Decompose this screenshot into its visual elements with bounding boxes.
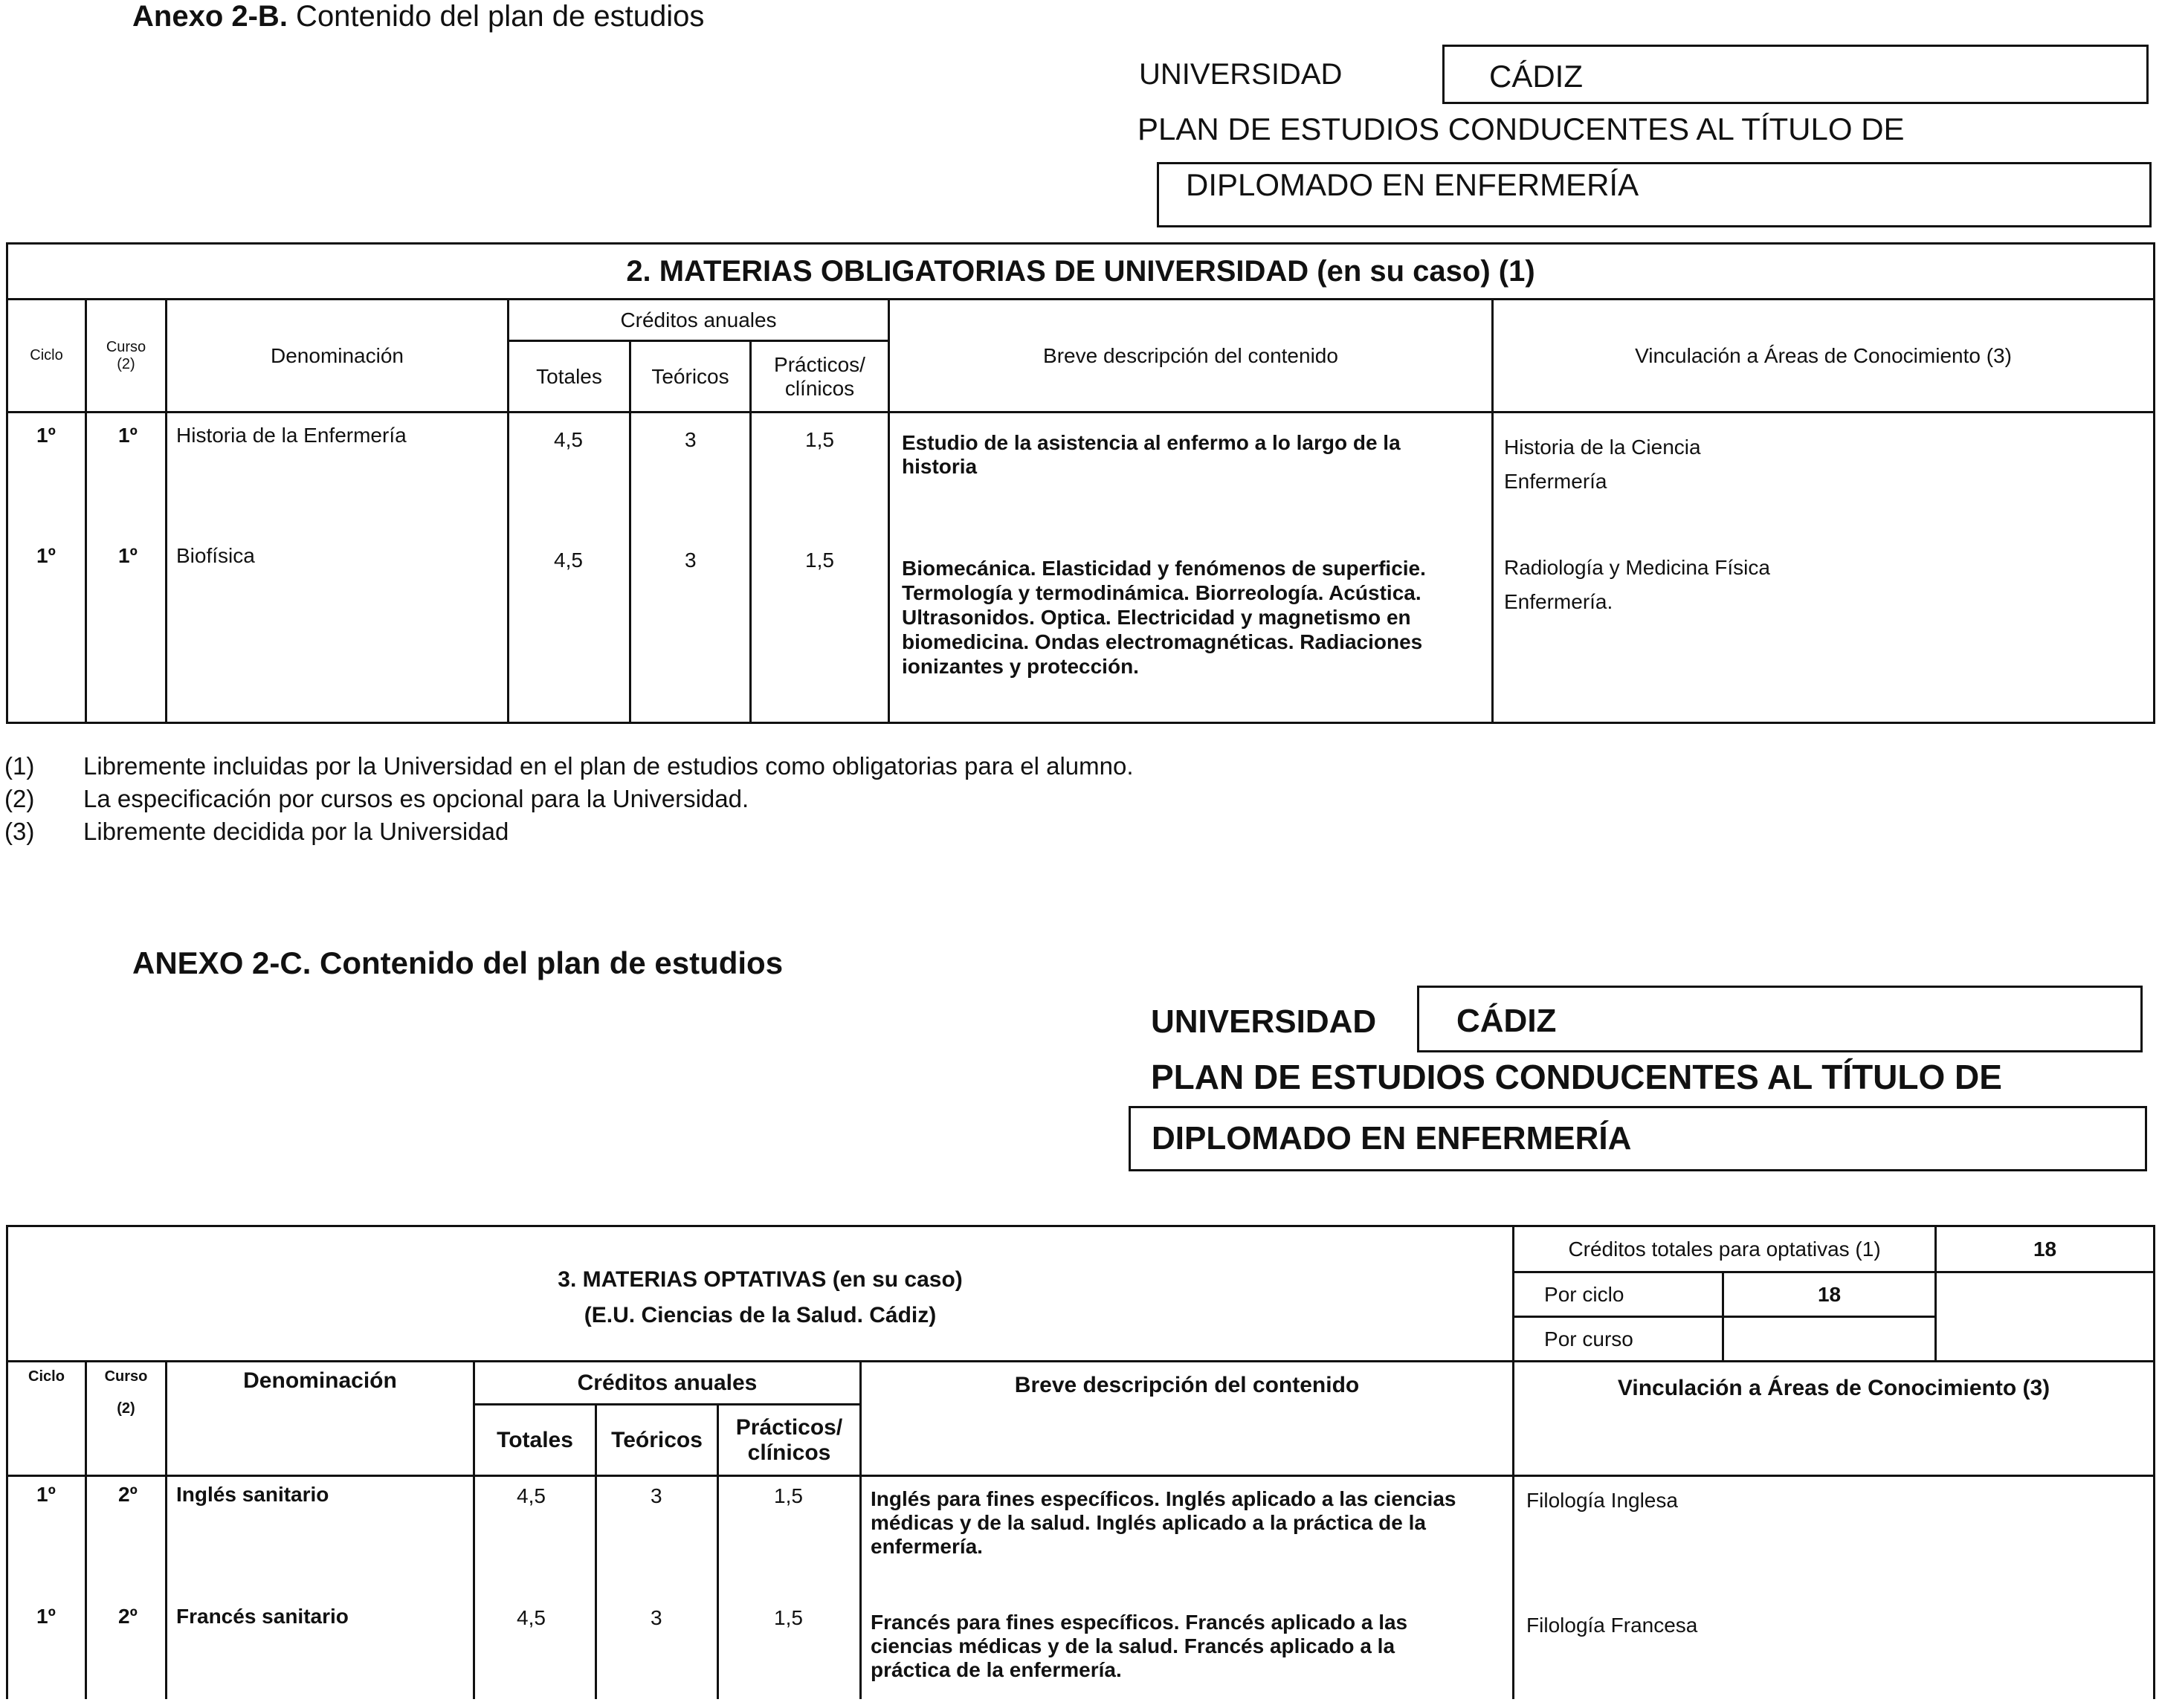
plan-label: PLAN DE ESTUDIOS CONDUCENTES AL TÍTULO DE	[1137, 111, 1905, 146]
header-totales-3: Totales	[474, 1405, 596, 1476]
footnote-3: (3) Libremente decidida por la Universidad	[4, 818, 509, 845]
header-descripcion-3: Breve descripción del contenido	[861, 1362, 1514, 1476]
titulo-box-c	[1129, 1106, 2147, 1171]
header-curso: Curso (2)	[86, 300, 167, 413]
creditos-totales-label: Créditos totales para optativas (1)	[1514, 1226, 1936, 1272]
header-vinculacion: Vinculación a Áreas de Conocimiento (3)	[1493, 300, 2155, 413]
plan-label-c: PLAN DE ESTUDIOS CONDUCENTES AL TÍTULO DE	[1151, 1058, 2002, 1096]
header-practicos-3: Prácticos/ clínicos	[718, 1405, 861, 1476]
header-descripcion: Breve descripción del contenido	[889, 300, 1493, 413]
header-vinculacion-3: Vinculación a Áreas de Conocimiento (3)	[1514, 1362, 2155, 1476]
col-curso: 1º 1º	[86, 413, 167, 723]
col-descripcion: Estudio de la asistencia al enfermo a lo largo de la historia Biomecánica. Elasticidad y fenómenos de superficie. Termología y termodinámica. Biorreología. Acústica. Ultrasonidos. Optica. Electricidad y magnetismo en biomedicina. Ondas electromagnéticas. Radiaciones ionizantes y protección.	[889, 413, 1493, 723]
universidad-box-c	[1417, 986, 2143, 1052]
header-totales: Totales	[509, 341, 630, 413]
empty-cell	[1936, 1272, 2155, 1362]
col-totales: 4,5 4,5	[509, 413, 630, 723]
universidad-value: CÁDIZ	[1489, 59, 1583, 94]
col-practicos-3: 1,5 1,5	[718, 1476, 861, 1699]
col-denominacion-3: Inglés sanitario Francés sanitario	[167, 1476, 474, 1699]
col-ciclo-3: 1º 1º	[7, 1476, 86, 1699]
footnote-1: (1) Libremente incluidas por la Universidad en el plan de estudios como obligatorias para el alumno.	[4, 752, 1134, 780]
col-curso-3: 2º 2º	[86, 1476, 167, 1699]
col-teoricos: 3 3	[630, 413, 751, 723]
universidad-box	[1442, 45, 2149, 104]
creditos-totales-value: 18	[1936, 1226, 2155, 1272]
optativas-subtitle: (E.U. Ciencias de la Salud. Cádiz)	[584, 1303, 937, 1327]
universidad-label-c: UNIVERSIDAD	[1151, 1003, 1377, 1040]
header-teoricos-3: Teóricos	[596, 1405, 718, 1476]
universidad-label: UNIVERSIDAD	[1139, 58, 1343, 91]
optativas-title: 3. MATERIAS OPTATIVAS (en su caso)	[558, 1267, 963, 1292]
optativas-title-cell	[7, 1226, 1514, 1362]
header-creditos-anuales: Créditos anuales	[509, 300, 889, 341]
header-ciclo-3: Ciclo	[7, 1362, 86, 1476]
col-teoricos-3: 3 3	[596, 1476, 718, 1699]
universidad-value-c: CÁDIZ	[1456, 1003, 1557, 1039]
header-curso-3: Curso (2)	[86, 1362, 167, 1476]
col-vinculacion-3: Filología Inglesa Filología Francesa	[1514, 1476, 2155, 1699]
header-creditos-anuales-3: Créditos anuales	[474, 1362, 861, 1405]
annex-b-heading: Anexo 2-B. Contenido del plan de estudios	[132, 0, 705, 33]
footnote-2: (2) La especificación por cursos es opcional para la Universidad.	[4, 785, 749, 812]
col-totales-3: 4,5 4,5	[474, 1476, 596, 1699]
table-row	[7, 413, 2155, 723]
titulo-box	[1157, 162, 2152, 227]
table-row	[7, 1476, 2155, 1699]
col-descripcion-3: Inglés para fines específicos. Inglés aplicado a las ciencias médicas y de la salud. Inglés aplicado a la práctica de la enfermería. Francés para fines específicos. Francés aplicado a las ciencias médicas y de la salud. Francés aplicado a la práctica de la enfermería.	[861, 1476, 1514, 1699]
col-vinculacion: Historia de la Ciencia Enfermería Radiología y Medicina Física Enfermería.	[1493, 413, 2155, 723]
por-curso-label: Por curso	[1514, 1317, 1723, 1362]
header-teoricos: Teóricos	[630, 341, 751, 413]
col-ciclo: 1º 1º	[7, 413, 86, 723]
col-practicos: 1,5 1,5	[751, 413, 889, 723]
por-ciclo-label: Por ciclo	[1514, 1272, 1723, 1317]
header-ciclo: Ciclo	[7, 300, 86, 413]
por-ciclo-value: 18	[1723, 1272, 1936, 1317]
header-practicos: Prácticos/ clínicos	[751, 341, 889, 413]
header-denominacion: Denominación	[167, 300, 509, 413]
materias-optativas-table	[6, 1225, 2155, 1699]
header-denominacion-3: Denominación	[167, 1362, 474, 1476]
materias-obligatorias-table	[6, 242, 2155, 724]
annex-c-heading: ANEXO 2-C. Contenido del plan de estudios	[132, 945, 784, 980]
col-denominacion: Historia de la Enfermería Biofísica	[167, 413, 509, 723]
table-title: 2. MATERIAS OBLIGATORIAS DE UNIVERSIDAD (en su caso) (1)	[7, 244, 2155, 300]
titulo-value-c: DIPLOMADO EN ENFERMERÍA	[1152, 1120, 1632, 1157]
titulo-value: DIPLOMADO EN ENFERMERÍA	[1186, 167, 1639, 202]
por-curso-value	[1723, 1317, 1936, 1362]
